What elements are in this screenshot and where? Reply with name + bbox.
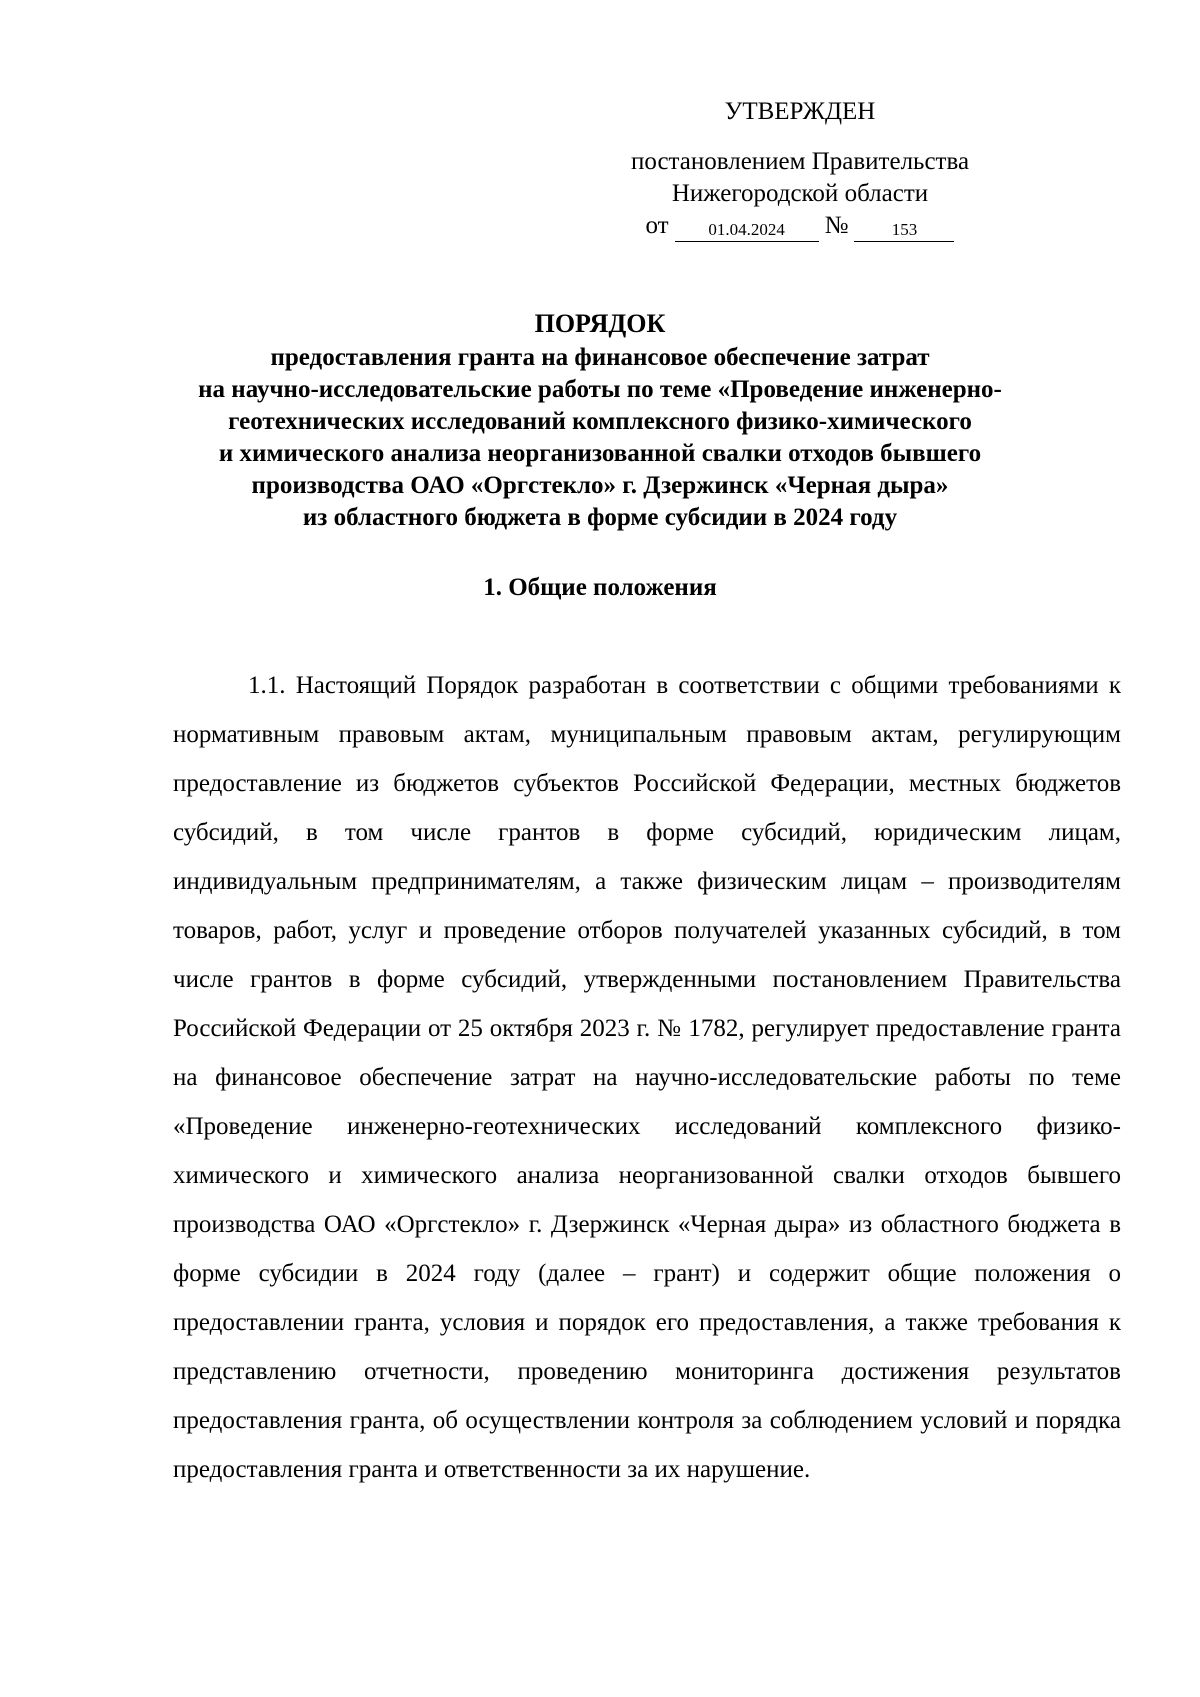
approval-block <box>600 96 1000 242</box>
resolution-date-number-line <box>600 210 1000 242</box>
resolution-date: 01.04.2024 <box>675 219 819 242</box>
body-paragraph: 1.1. Настоящий Порядок разработан в соответствии с общими требованиями к нормативным правовым актам, муниципальным правовым актам, регулирующим предоставление из бюджетов субъектов Российской Федерации, местных бюджетов субсидий, в том числе грантов в форме субсидий, юридическим лицам, индивидуальным предпринимателям, а также физическим лицам – производителям товаров, работ, услуг и проведение отборов получателей указанных субсидий, в том числе грантов в форме субсидий, утвержденными постановлением Правительства Российской Федерации от 25 октября 2023 г. № 1782, регулирует предоставление гранта на финансовое обеспечение затрат на научно-исследовательские работы по теме «Проведение инженерно-геотехнических исследований комплексного физико-химического и химического анализа неорганизованной свалки отходов бывшего производства ОАО «Оргстекло» г. Дзержинск «Черная дыра» из областного бюджета в форме субсидии в 2024 году (далее – грант) и содержит общие положения о предоставлении гранта, условия и порядок его предоставления, а также требования к представлению отчетности, проведению мониторинга достижения результатов предоставления гранта, об осуществлении контроля за соблюдением условий и порядка предоставления гранта и ответственности за их нарушение. <box>173 672 1121 1483</box>
document-title-block <box>100 308 1100 534</box>
section-heading: 1. Общие положения <box>483 574 717 601</box>
title-line: геотехнических исследований комплексного физико-химического <box>228 408 972 435</box>
title-line: предоставления гранта на финансовое обеспечение затрат <box>270 344 930 371</box>
title-line: на научно-исследовательские работы по теме «Проведение инженерно- <box>198 376 1002 403</box>
approval-resolution-line: постановлением Правительства <box>630 148 970 175</box>
title-line: из областного бюджета в форме субсидии в 2024 году <box>302 504 898 531</box>
from-label: от <box>645 212 669 239</box>
title-line: производства ОАО «Оргстекло» г. Дзержинск «Черная дыра» <box>251 472 949 499</box>
number-sign: № <box>824 212 849 239</box>
approval-region-line: Нижегородской области <box>671 180 929 207</box>
title-line: и химического анализа неорганизованной свалки отходов бывшего <box>218 440 982 467</box>
resolution-number: 153 <box>854 219 954 242</box>
document-title: ПОРЯДОК <box>534 309 666 338</box>
approved-stamp-word: УТВЕРЖДЕН <box>724 98 876 125</box>
